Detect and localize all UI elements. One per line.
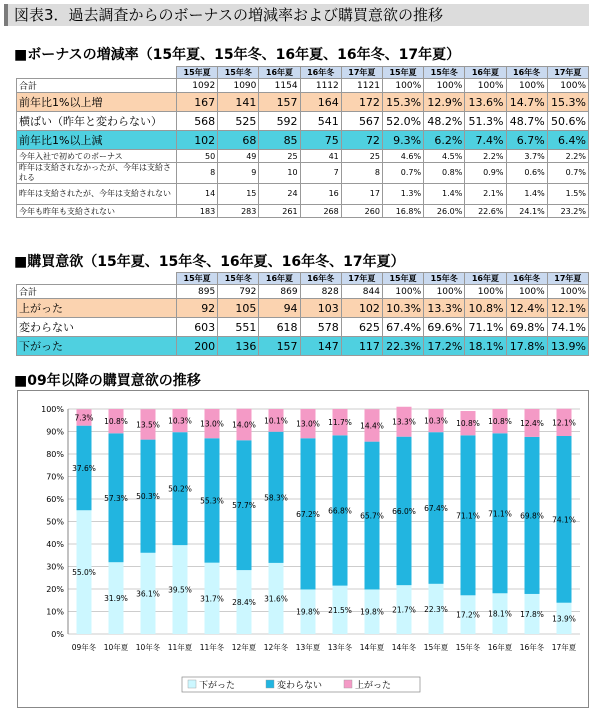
- data-label: 13.0%: [296, 419, 320, 429]
- header-blank-cell: [17, 67, 177, 79]
- table-cell: 13.3%: [424, 299, 465, 318]
- table-cell: 1090: [218, 79, 259, 93]
- table-cell: 74.1%: [547, 318, 588, 337]
- column-header: 16年夏: [465, 273, 506, 285]
- table-cell: 69.6%: [424, 318, 465, 337]
- y-tick-label: 50%: [46, 517, 64, 527]
- y-tick-label: 0%: [51, 630, 64, 639]
- table-cell: 14: [177, 184, 218, 205]
- data-label: 11.7%: [328, 418, 352, 428]
- table-cell: 100%: [547, 79, 588, 93]
- table-cell: 551: [218, 318, 259, 337]
- table-cell: 895: [177, 285, 218, 299]
- table-cell: 48.2%: [424, 112, 465, 131]
- data-label: 21.5%: [328, 605, 352, 615]
- data-label: 17.8%: [520, 609, 544, 619]
- table-cell: 15.3%: [382, 93, 423, 112]
- data-label: 13.3%: [392, 417, 416, 427]
- y-tick-label: 70%: [46, 472, 64, 482]
- x-tick-label: 15年夏: [423, 643, 449, 652]
- table-cell: 525: [218, 112, 259, 131]
- table-cell: 23.2%: [547, 205, 588, 218]
- x-tick-label: 17年夏: [551, 643, 577, 652]
- table-cell: 592: [259, 112, 300, 131]
- x-tick-label: 12年冬: [263, 643, 289, 652]
- column-header: 15年冬: [424, 273, 465, 285]
- y-tick-label: 10%: [46, 607, 64, 617]
- table-cell: 844: [341, 285, 382, 299]
- y-tick-label: 30%: [46, 562, 64, 572]
- y-tick-label: 100%: [41, 405, 64, 414]
- table-cell: 100%: [506, 285, 547, 299]
- table-cell: 1.4%: [506, 184, 547, 205]
- y-tick-label: 40%: [46, 540, 64, 549]
- legend-swatch: [344, 680, 352, 688]
- table-cell: 147: [300, 337, 341, 356]
- table-cell: 8: [177, 163, 218, 184]
- row-label: 今年入社で初めてのボーナス: [17, 150, 177, 163]
- table-cell: 13.9%: [547, 337, 588, 356]
- column-header: 16年冬: [300, 273, 341, 285]
- data-label: 50.3%: [136, 492, 160, 502]
- data-label: 19.8%: [296, 607, 320, 617]
- x-tick-label: 12年夏: [231, 643, 257, 652]
- table-cell: 1112: [300, 79, 341, 93]
- table-cell: 625: [341, 318, 382, 337]
- table-cell: 200: [177, 337, 218, 356]
- data-label: 10.8%: [456, 419, 480, 429]
- table-cell: 1121: [341, 79, 382, 93]
- table-cell: 14.7%: [506, 93, 547, 112]
- table-cell: 1.4%: [424, 184, 465, 205]
- table-row: [17, 163, 589, 184]
- y-tick-label: 60%: [46, 495, 64, 504]
- table-cell: 157: [259, 337, 300, 356]
- table-header-row: [17, 67, 589, 79]
- data-label: 74.1%: [552, 515, 576, 525]
- table-cell: 17.8%: [506, 337, 547, 356]
- table-cell: 12.1%: [547, 299, 588, 318]
- table-cell: 26.0%: [424, 205, 465, 218]
- table-row: [17, 299, 589, 318]
- row-label: 前年比1%以上増: [17, 93, 177, 112]
- data-label: 39.5%: [168, 585, 192, 595]
- table-cell: 25: [259, 150, 300, 163]
- x-tick-label: 16年冬: [519, 643, 545, 652]
- legend-swatch: [266, 680, 274, 688]
- table-cell: 10.8%: [465, 299, 506, 318]
- table-cell: 12.9%: [424, 93, 465, 112]
- table-cell: 49: [218, 150, 259, 163]
- x-tick-label: 13年冬: [327, 643, 353, 652]
- table-cell: 69.8%: [506, 318, 547, 337]
- stacked-bar-chart: [18, 391, 588, 707]
- table-cell: 7.4%: [465, 131, 506, 150]
- table-cell: 7: [300, 163, 341, 184]
- data-label: 22.3%: [424, 604, 448, 614]
- data-label: 14.0%: [232, 420, 256, 430]
- table-cell: 68: [218, 131, 259, 150]
- table-cell: 67.4%: [382, 318, 423, 337]
- table-cell: 283: [218, 205, 259, 218]
- table-cell: 0.6%: [506, 163, 547, 184]
- table-cell: 603: [177, 318, 218, 337]
- data-label: 10.8%: [488, 417, 512, 427]
- data-label: 28.4%: [232, 598, 256, 608]
- table-cell: 15: [218, 184, 259, 205]
- data-label: 55.3%: [200, 496, 224, 506]
- table-row: [17, 112, 589, 131]
- column-header: 15年冬: [424, 67, 465, 79]
- table-cell: 12.4%: [506, 299, 547, 318]
- data-label: 10.8%: [104, 417, 128, 427]
- table-cell: 16: [300, 184, 341, 205]
- data-label: 13.5%: [136, 420, 160, 430]
- data-label: 14.4%: [360, 421, 384, 431]
- data-label: 31.6%: [264, 594, 288, 604]
- table-cell: 16.8%: [382, 205, 423, 218]
- table-cell: 100%: [424, 285, 465, 299]
- data-label: 66.0%: [392, 506, 416, 516]
- bonus-table: [16, 66, 589, 218]
- purchase-table: [16, 272, 589, 356]
- table-cell: 869: [259, 285, 300, 299]
- y-tick-label: 90%: [46, 427, 64, 437]
- table-cell: 167: [177, 93, 218, 112]
- data-label: 67.2%: [296, 509, 320, 519]
- table-cell: 52.0%: [382, 112, 423, 131]
- header-blank-cell: [17, 273, 177, 285]
- data-label: 58.3%: [264, 493, 288, 503]
- table-cell: 1.3%: [382, 184, 423, 205]
- table-cell: 1092: [177, 79, 218, 93]
- table-cell: 10: [259, 163, 300, 184]
- table-cell: 100%: [382, 79, 423, 93]
- table-cell: 141: [218, 93, 259, 112]
- column-header: 16年夏: [259, 67, 300, 79]
- purchase-section-title: ■購買意欲（15年夏、15年冬、16年夏、16年冬、17年夏）: [14, 254, 405, 270]
- table-cell: 541: [300, 112, 341, 131]
- data-label: 31.9%: [104, 594, 128, 604]
- row-label: 昨年は支給されたが、今年は支給されない: [17, 184, 177, 205]
- table-cell: 117: [341, 337, 382, 356]
- table-cell: 6.7%: [506, 131, 547, 150]
- table-cell: 85: [259, 131, 300, 150]
- data-label: 69.8%: [520, 511, 544, 521]
- table-cell: 1154: [259, 79, 300, 93]
- trend-chart: [17, 390, 589, 708]
- table-row: [17, 150, 589, 163]
- table-cell: 0.7%: [382, 163, 423, 184]
- table-cell: 268: [300, 205, 341, 218]
- table-cell: 100%: [382, 285, 423, 299]
- table-cell: 24.1%: [506, 205, 547, 218]
- table-cell: 2.2%: [465, 150, 506, 163]
- table-cell: 72: [341, 131, 382, 150]
- table-cell: 100%: [465, 79, 506, 93]
- data-label: 18.1%: [488, 609, 512, 619]
- data-label: 21.7%: [392, 605, 416, 615]
- x-tick-label: 11年夏: [167, 643, 193, 652]
- column-header: 15年夏: [177, 67, 218, 79]
- table-cell: 567: [341, 112, 382, 131]
- table-cell: 13.6%: [465, 93, 506, 112]
- column-header: 16年冬: [506, 273, 547, 285]
- column-header: 15年夏: [382, 273, 423, 285]
- data-label: 17.2%: [456, 610, 480, 620]
- table-cell: 41: [300, 150, 341, 163]
- x-tick-label: 13年夏: [295, 643, 321, 652]
- table-cell: 4.6%: [382, 150, 423, 163]
- table-cell: 1.5%: [547, 184, 588, 205]
- table-cell: 24: [259, 184, 300, 205]
- data-label: 55.0%: [72, 568, 96, 578]
- data-label: 31.7%: [200, 594, 224, 604]
- row-label: 合計: [17, 285, 177, 299]
- data-label: 10.1%: [264, 416, 288, 426]
- table-cell: 568: [177, 112, 218, 131]
- column-header: 17年夏: [547, 67, 588, 79]
- row-label: 下がった: [17, 337, 177, 356]
- table-row: [17, 131, 589, 150]
- column-header: 17年夏: [547, 273, 588, 285]
- table-header-row: [17, 273, 589, 285]
- data-label: 66.8%: [328, 506, 352, 516]
- table-cell: 102: [341, 299, 382, 318]
- data-label: 71.1%: [456, 511, 480, 521]
- row-label: 上がった: [17, 299, 177, 318]
- table-cell: 48.7%: [506, 112, 547, 131]
- data-label: 65.7%: [360, 511, 384, 521]
- trend-section-title: ■09年以降の購買意欲の推移: [14, 373, 201, 389]
- table-cell: 6.2%: [424, 131, 465, 150]
- row-label: 横ばい（昨年と変わらない）: [17, 112, 177, 131]
- data-label: 19.8%: [360, 607, 384, 617]
- table-cell: 8: [341, 163, 382, 184]
- x-tick-label: 10年夏: [103, 643, 129, 652]
- table-row: [17, 337, 589, 356]
- table-cell: 100%: [424, 79, 465, 93]
- table-cell: 3.7%: [506, 150, 547, 163]
- table-cell: 103: [300, 299, 341, 318]
- table-cell: 92: [177, 299, 218, 318]
- row-label: 昨年は支給されなかったが、今年は支給される: [17, 163, 177, 184]
- table-row: [17, 318, 589, 337]
- table-cell: 17.2%: [424, 337, 465, 356]
- row-label: 今年も昨年も支給されない: [17, 205, 177, 218]
- table-cell: 9.3%: [382, 131, 423, 150]
- figure-title: 図表3．過去調査からのボーナスの増減率および購買意欲の推移: [4, 4, 589, 26]
- table-cell: 71.1%: [465, 318, 506, 337]
- table-cell: 164: [300, 93, 341, 112]
- data-label: 67.4%: [424, 504, 448, 513]
- data-label: 13.0%: [200, 419, 224, 429]
- column-header: 16年冬: [506, 67, 547, 79]
- table-cell: 618: [259, 318, 300, 337]
- table-cell: 172: [341, 93, 382, 112]
- bonus-section-title: ■ボーナスの増減率（15年夏、15年冬、16年夏、16年冬、17年夏）: [14, 47, 461, 63]
- table-row: [17, 205, 589, 218]
- row-label: 合計: [17, 79, 177, 93]
- data-label: 50.2%: [168, 484, 192, 494]
- x-tick-label: 11年冬: [199, 643, 225, 652]
- data-label: 10.3%: [168, 416, 192, 426]
- x-tick-label: 14年夏: [359, 643, 385, 652]
- data-label: 10.3%: [424, 416, 448, 426]
- table-cell: 792: [218, 285, 259, 299]
- table-cell: 94: [259, 299, 300, 318]
- y-tick-label: 20%: [46, 585, 64, 594]
- table-cell: 25: [341, 150, 382, 163]
- column-header: 15年夏: [382, 67, 423, 79]
- data-label: 12.4%: [520, 418, 544, 428]
- table-cell: 0.8%: [424, 163, 465, 184]
- table-cell: 0.9%: [465, 163, 506, 184]
- table-cell: 105: [218, 299, 259, 318]
- x-tick-label: 09年冬: [71, 643, 97, 652]
- table-cell: 183: [177, 205, 218, 218]
- x-tick-label: 15年冬: [455, 643, 481, 652]
- data-label: 57.3%: [104, 493, 128, 503]
- column-header: 16年夏: [465, 67, 506, 79]
- data-label: 37.6%: [72, 463, 96, 473]
- table-cell: 51.3%: [465, 112, 506, 131]
- column-header: 15年冬: [218, 67, 259, 79]
- table-cell: 9: [218, 163, 259, 184]
- data-label: 36.1%: [136, 589, 160, 599]
- table-cell: 260: [341, 205, 382, 218]
- x-tick-label: 14年冬: [391, 643, 417, 652]
- table-cell: 2.2%: [547, 150, 588, 163]
- table-cell: 2.1%: [465, 184, 506, 205]
- table-cell: 0.7%: [547, 163, 588, 184]
- column-header: 15年冬: [218, 273, 259, 285]
- table-cell: 136: [218, 337, 259, 356]
- table-cell: 18.1%: [465, 337, 506, 356]
- table-cell: 17: [341, 184, 382, 205]
- table-cell: 578: [300, 318, 341, 337]
- x-tick-label: 16年夏: [487, 643, 513, 652]
- table-row: [17, 184, 589, 205]
- table-cell: 100%: [506, 79, 547, 93]
- row-label: 変わらない: [17, 318, 177, 337]
- table-row: [17, 285, 589, 299]
- table-cell: 10.3%: [382, 299, 423, 318]
- table-cell: 50.6%: [547, 112, 588, 131]
- data-label: 12.1%: [552, 418, 576, 428]
- data-label: 13.9%: [552, 614, 576, 624]
- table-cell: 828: [300, 285, 341, 299]
- table-row: [17, 79, 589, 93]
- table-row: [17, 93, 589, 112]
- table-cell: 50: [177, 150, 218, 163]
- table-cell: 75: [300, 131, 341, 150]
- data-label: 7.3%: [74, 413, 94, 423]
- legend-label: 変わらない: [277, 681, 323, 691]
- table-cell: 22.6%: [465, 205, 506, 218]
- column-header: 17年夏: [341, 67, 382, 79]
- row-label: 前年比1%以上減: [17, 131, 177, 150]
- column-header: 15年夏: [177, 273, 218, 285]
- table-cell: 100%: [465, 285, 506, 299]
- table-cell: 4.5%: [424, 150, 465, 163]
- table-cell: 261: [259, 205, 300, 218]
- table-cell: 100%: [547, 285, 588, 299]
- table-cell: 6.4%: [547, 131, 588, 150]
- table-cell: 22.3%: [382, 337, 423, 356]
- table-cell: 15.3%: [547, 93, 588, 112]
- column-header: 17年夏: [341, 273, 382, 285]
- legend-label: 下がった: [199, 681, 236, 691]
- legend-label: 上がった: [355, 681, 392, 691]
- data-label: 71.1%: [488, 509, 512, 519]
- data-label: 57.7%: [232, 501, 256, 511]
- column-header: 16年夏: [259, 273, 300, 285]
- y-tick-label: 80%: [46, 450, 64, 459]
- x-tick-label: 10年冬: [135, 643, 161, 652]
- column-header: 16年冬: [300, 67, 341, 79]
- legend-swatch: [188, 680, 196, 688]
- table-cell: 102: [177, 131, 218, 150]
- table-cell: 157: [259, 93, 300, 112]
